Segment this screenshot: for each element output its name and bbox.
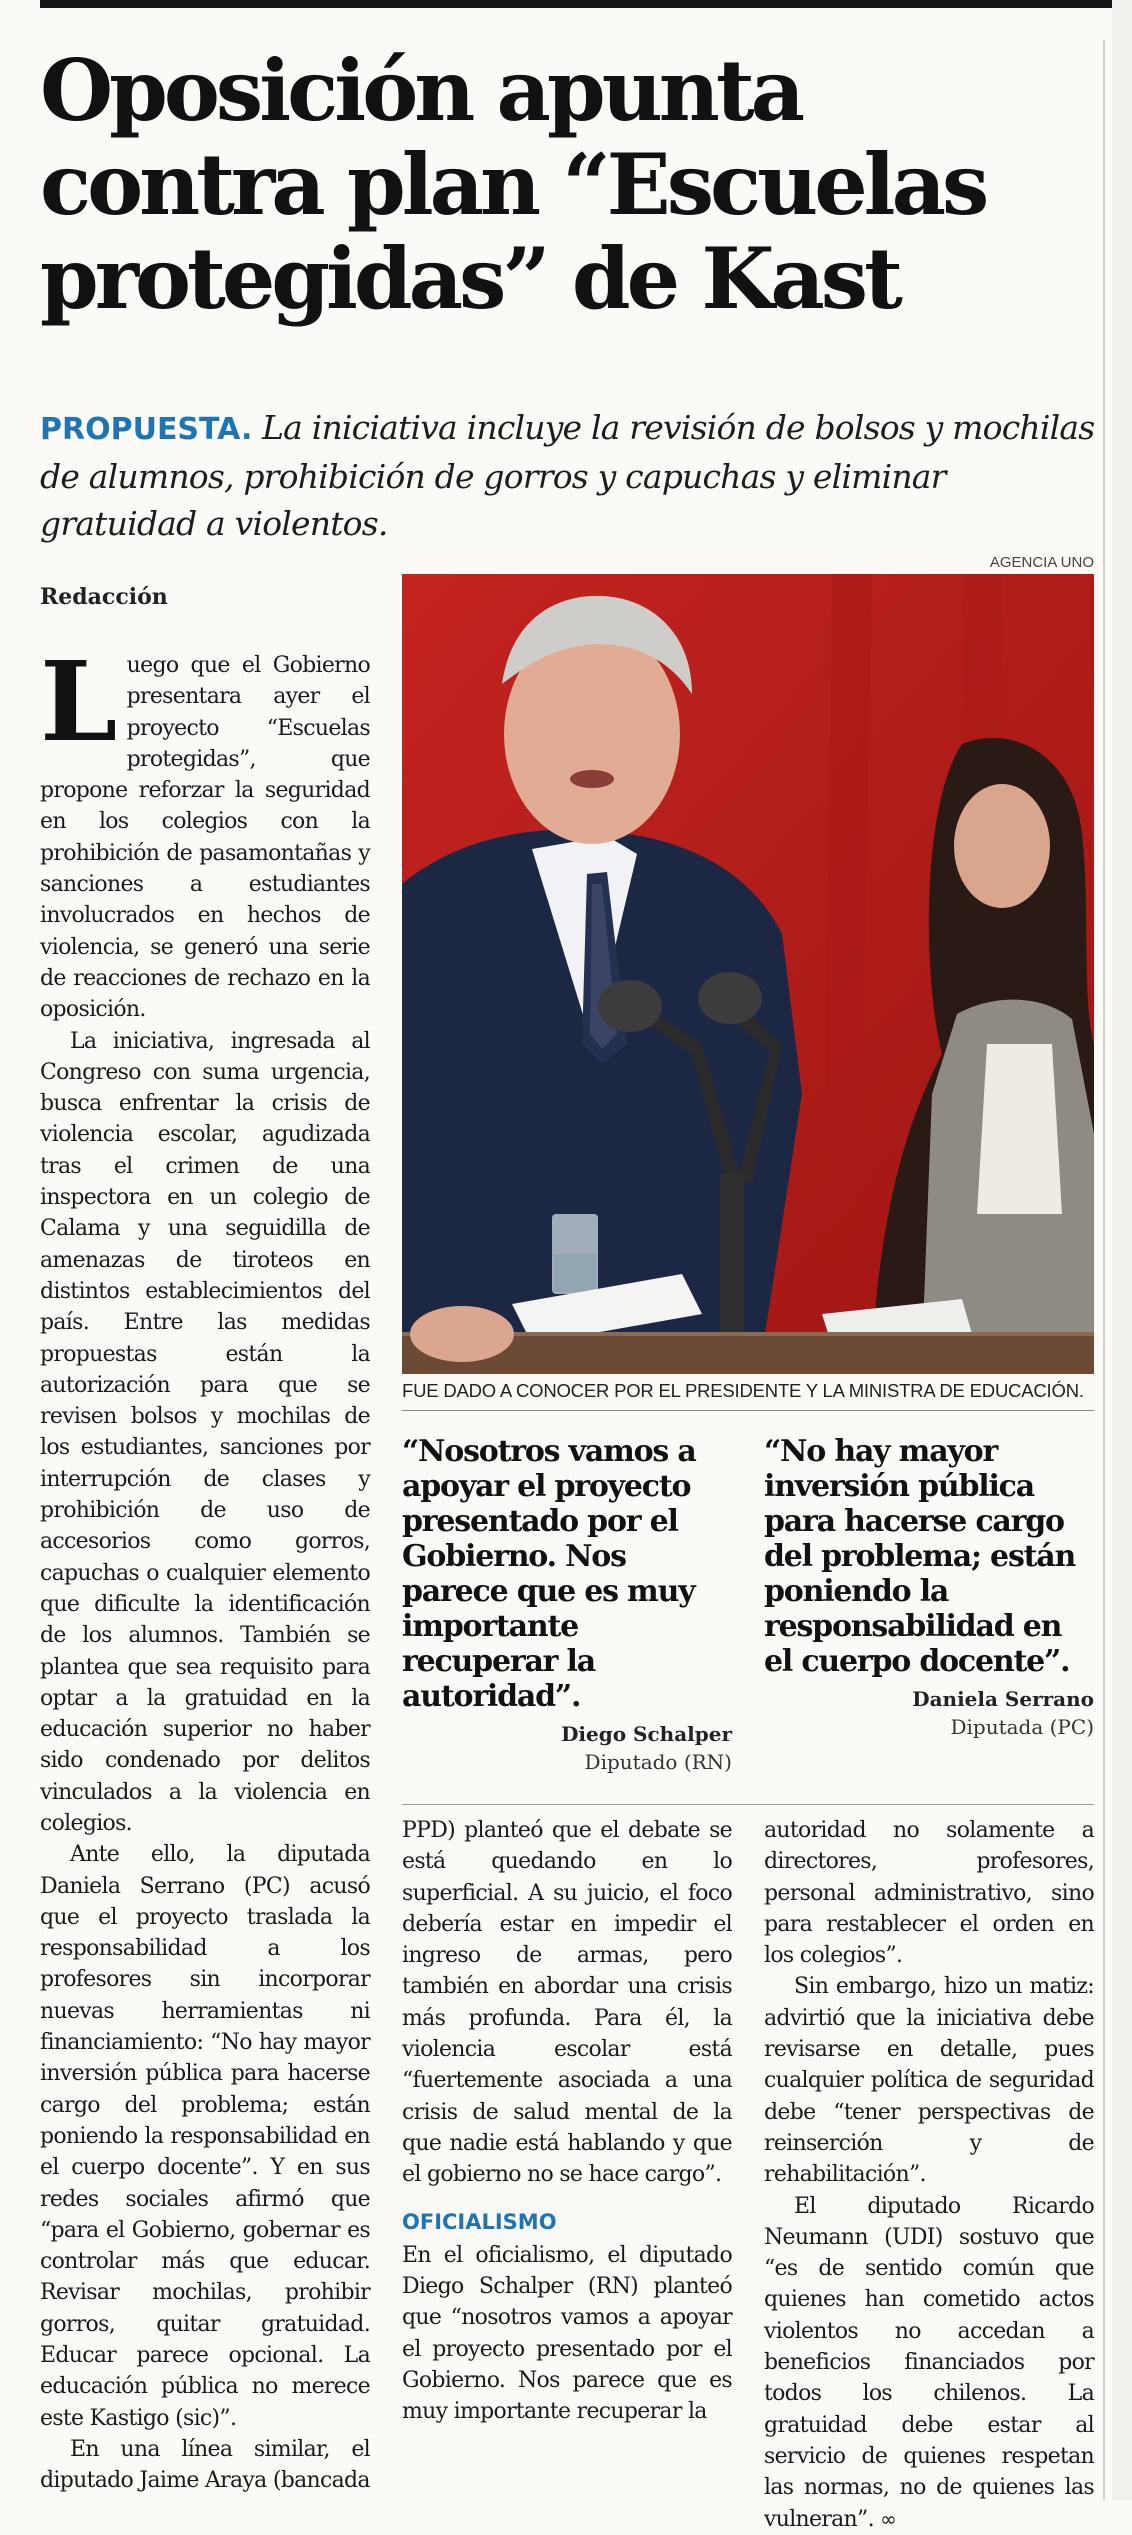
paragraph-2: La iniciativa, ingresada al Congreso con suma urgencia, busca enfrentar la crisis de violencia escolar, agudizada tras el crimen de una inspectora en un colegio de Calama y una seguidilla de amenazas de tiroteos en distintos establecimientos del país. Entre las medidas propuestas están la autorización para que se revisen bolsos y mochilas de los estudiantes, sanciones por interrupción de clases y prohibición de uso de accesorios como gorros, capuchas o cualquier elemento que dificulte la identificación de los alumnos. También se plantea que sea requisito para optar a la gratuidad en la educación superior no haber sido condenado por delitos vinculados a la violencia en colegios. [40, 1028, 370, 1836]
top-rule [40, 0, 1132, 8]
paragraph-1 [40, 637, 370, 1026]
deck [40, 404, 1100, 547]
paragraph-9 [764, 2191, 1094, 2535]
photo-credit: AGENCIA UNO [989, 554, 1094, 571]
pull-quote-name: Diego Schalper [561, 1722, 732, 1746]
paragraph-4: En una línea similar, el diputado Jaime Araya (bancada [40, 2436, 370, 2494]
photo-caption: FUE DADO A CONOCER POR EL PRESIDENTE Y LA MINISTRA DE EDUCACIÓN. [402, 1380, 1084, 1401]
deck-kicker: PROPUESTA. [40, 412, 253, 447]
dropcap: L [40, 637, 117, 766]
article-column-3 [764, 1815, 1094, 2532]
paragraph-3: Ante ello, la diputada Daniela Serrano (PC) acusó que el proyecto traslada la responsabilidad a los profesores sin incorporar nuevas herramientas ni financiamiento: “No hay mayor inversión pública para hacerse cargo del problema; están poniendo la responsabilidad en el cuerpo docente”. Y en sus redes sociales afirmó que “para el Gobierno, gobernar es controlar más que educar. Revisar mochilas, prohibir gorros, quitar gratuidad. Educar parece opcional. La educación pública no merece este Kastigo (sic)”. [40, 1842, 370, 2431]
byline: Redacción [40, 584, 168, 610]
pull-quote-text: “No hay mayor inversión pública para hacerse cargo del problema; están poniendo la responsabilidad en el cuerpo docente”. [764, 1434, 1076, 1679]
news-photo [402, 574, 1094, 1374]
quote-rule [402, 1804, 1094, 1805]
end-mark-icon: ∞ [880, 2506, 897, 2531]
pull-quote-name: Daniela Serrano [912, 1687, 1094, 1711]
page-edge-rule [1103, 40, 1105, 2500]
pull-quote-role: Diputada (PC) [950, 1715, 1094, 1739]
pull-quote-serrano [764, 1434, 1094, 1739]
paragraph-8: Sin embargo, hizo un matiz: advirtió que la iniciativa debe revisarse en detalle, pues cualquier política de seguridad debe “tener perspectivas de reinserción y de rehabilitación”. [764, 1974, 1094, 2188]
headline: Oposición apunta contra plan “Escuelas protegidas” de Kast [40, 41, 986, 328]
caption-rule [402, 1410, 1094, 1411]
pull-quote-text: “Nosotros vamos a apoyar el proyecto presentado por el Gobierno. Nos parece que es muy importante recuperar la autoridad”. [402, 1434, 696, 1714]
paragraph-5: PPD) planteó que el debate se está quedando en lo superficial. A su juicio, el foco debería estar en impedir el ingreso de armas, pero también en abordar una crisis más profunda. Para él, la violencia escolar está “fuertemente asociada a una crisis de salud mental de la que nadie está hablando y que el gobierno no se hace cargo”. [402, 1818, 732, 2188]
subhead-oficialismo: OFICIALISMO [402, 2209, 557, 2234]
pull-quote-role: Diputado (RN) [584, 1750, 732, 1774]
article-column-1 [40, 637, 370, 2500]
paragraph-7: autoridad no solamente a directores, profesores, personal administrativo, sino para restablecer el orden en los colegios”. [764, 1818, 1094, 1969]
paragraph-6: En el oficialismo, el diputado Diego Schalper (RN) planteó que “nosotros vamos a apoyar el proyecto presentado por el Gobierno. Nos parece que es muy importante recuperar la [402, 2242, 732, 2425]
paragraph-9-text: El diputado Ricardo Neumann (UDI) sostuvo que “es de sentido común que quienes han cometido actos violentos no accedan a beneficios financiados por todos los chilenos. La gratuidad debe estar al servicio de quienes respetan las normas, no de quienes las vulneran”. [764, 2193, 1094, 2532]
deck-text: La iniciativa incluye la revisión de bolsos y mochilas de alumnos, prohibición de gorros y capuchas y eliminar gratuidad a violentos. [40, 408, 1095, 543]
article-column-2 [402, 1815, 732, 2500]
paragraph-1-text: uego que el Gobierno presentara ayer el proyecto “Escuelas protegidas”, que propone reforzar la seguridad en los colegios con la prohibición de pasamontañas y sanciones a estudiantes involucrados en hechos de violencia, se generó una serie de reacciones de rechazo en la oposición. [40, 653, 370, 1023]
adjacent-page-edge [1112, 0, 1132, 2500]
pull-quote-schalper [402, 1434, 732, 1774]
photo-illustration [402, 574, 1094, 1374]
